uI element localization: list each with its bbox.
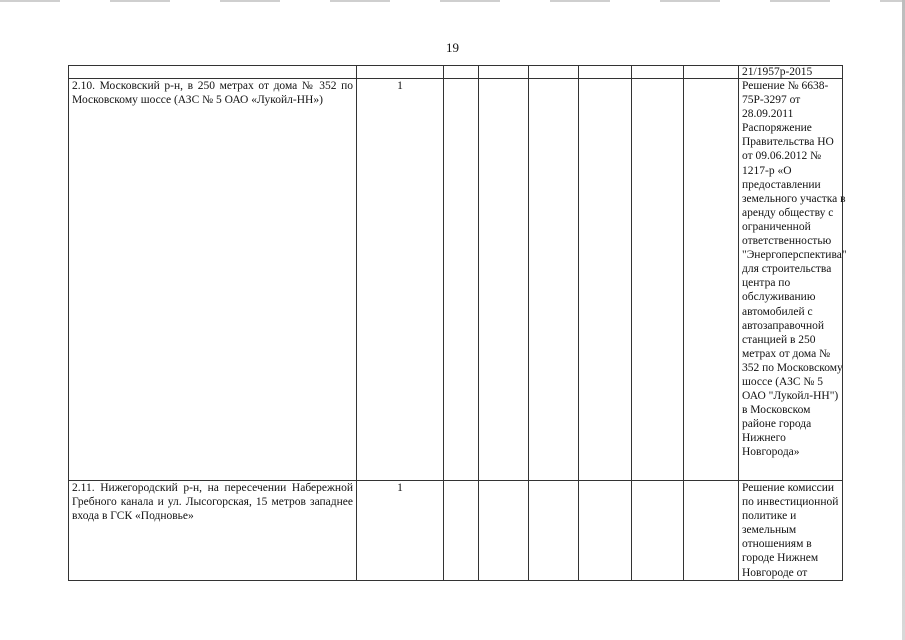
document-line: от 09.06.2012 № xyxy=(742,150,822,163)
table-cell xyxy=(632,481,684,581)
table-cell xyxy=(444,481,479,581)
document-line: предоставлении xyxy=(742,178,821,191)
location-cell: 2.11. Нижегородский р-н, на пересечении Набережной Гребного канала и ул. Лысогорская, 15 метров западнее входа в ГСК «Подновье» xyxy=(69,481,357,581)
continuation-doc-cell: 21/1957р-2015 xyxy=(739,66,843,79)
table-cell xyxy=(529,481,579,581)
document-line: 75Р-3297 от xyxy=(742,94,801,107)
table-cell xyxy=(579,481,632,581)
table-cell xyxy=(69,66,357,79)
table-cell xyxy=(479,481,529,581)
table-row-continuation xyxy=(69,66,843,79)
document-line: Решение № 6638- xyxy=(742,80,829,92)
table-row xyxy=(69,481,843,581)
document-line: ограниченной xyxy=(742,220,811,233)
document-line: городе Нижнем xyxy=(742,552,819,565)
document-line: отношениям в xyxy=(742,538,812,551)
document-cell xyxy=(739,79,847,481)
table-cell xyxy=(529,79,579,481)
document-line: 352 по Московскому xyxy=(742,361,843,374)
document-line: Распоряжение xyxy=(742,122,812,135)
table-row xyxy=(69,79,843,481)
quantity-cell: 1 xyxy=(357,481,444,581)
document-line: 28.09.2011 xyxy=(742,108,794,121)
document-line: Правительства НО xyxy=(742,136,834,149)
table-cell xyxy=(684,481,739,581)
table-cell xyxy=(357,66,444,79)
document-line: в Московском xyxy=(742,404,811,417)
table-cell xyxy=(444,66,479,79)
document-line: ответственностью xyxy=(742,235,832,248)
document-line: центра по xyxy=(742,277,791,290)
location-cell: 2.10. Московский р-н, в 250 метрах от дома № 352 по Московскому шоссе (АЗС № 5 ОАО «Лукойл-НН») xyxy=(69,79,357,481)
document-line: Новгорода» xyxy=(742,446,800,459)
document-line: автозаправочной xyxy=(742,319,825,332)
document-line: станцией в 250 xyxy=(742,333,816,346)
table-cell xyxy=(632,79,684,481)
document-line: "Энергоперспектива" xyxy=(742,249,847,262)
document-line: шоссе (АЗС № 5 xyxy=(742,375,823,388)
document-line: аренду обществу с xyxy=(742,206,834,219)
document-line: для строительства xyxy=(742,263,832,276)
document-line: по инвестиционной xyxy=(742,496,839,509)
table-cell xyxy=(632,66,684,79)
page-number: 19 xyxy=(446,40,459,55)
table-cell xyxy=(444,79,479,481)
document-line: Новгороде от xyxy=(742,566,808,579)
document-line: районе города xyxy=(742,418,812,431)
document-line: 1217-р «О xyxy=(742,164,792,177)
document-line: земельного участка в xyxy=(742,192,846,205)
document-cell xyxy=(739,481,843,581)
table-cell xyxy=(579,79,632,481)
document-line: Нижнего xyxy=(742,432,786,445)
quantity-cell: 1 xyxy=(357,79,444,481)
table-cell xyxy=(579,66,632,79)
scan-edge-top xyxy=(0,0,905,2)
document-line: земельным xyxy=(742,524,797,537)
land-plots-table xyxy=(68,65,847,581)
document-line: обслуживанию xyxy=(742,291,816,304)
table-cell xyxy=(684,79,739,481)
document-line: ОАО "Лукойл-НН") xyxy=(742,390,839,403)
document-line: Решение комиссии xyxy=(742,482,835,494)
document-line: метрах от дома № xyxy=(742,347,831,360)
table-cell xyxy=(684,66,739,79)
table-cell xyxy=(529,66,579,79)
table-cell xyxy=(479,79,529,481)
table-cell xyxy=(479,66,529,79)
document-line: автомобилей с xyxy=(742,305,813,318)
document-line: политике и xyxy=(742,510,797,523)
